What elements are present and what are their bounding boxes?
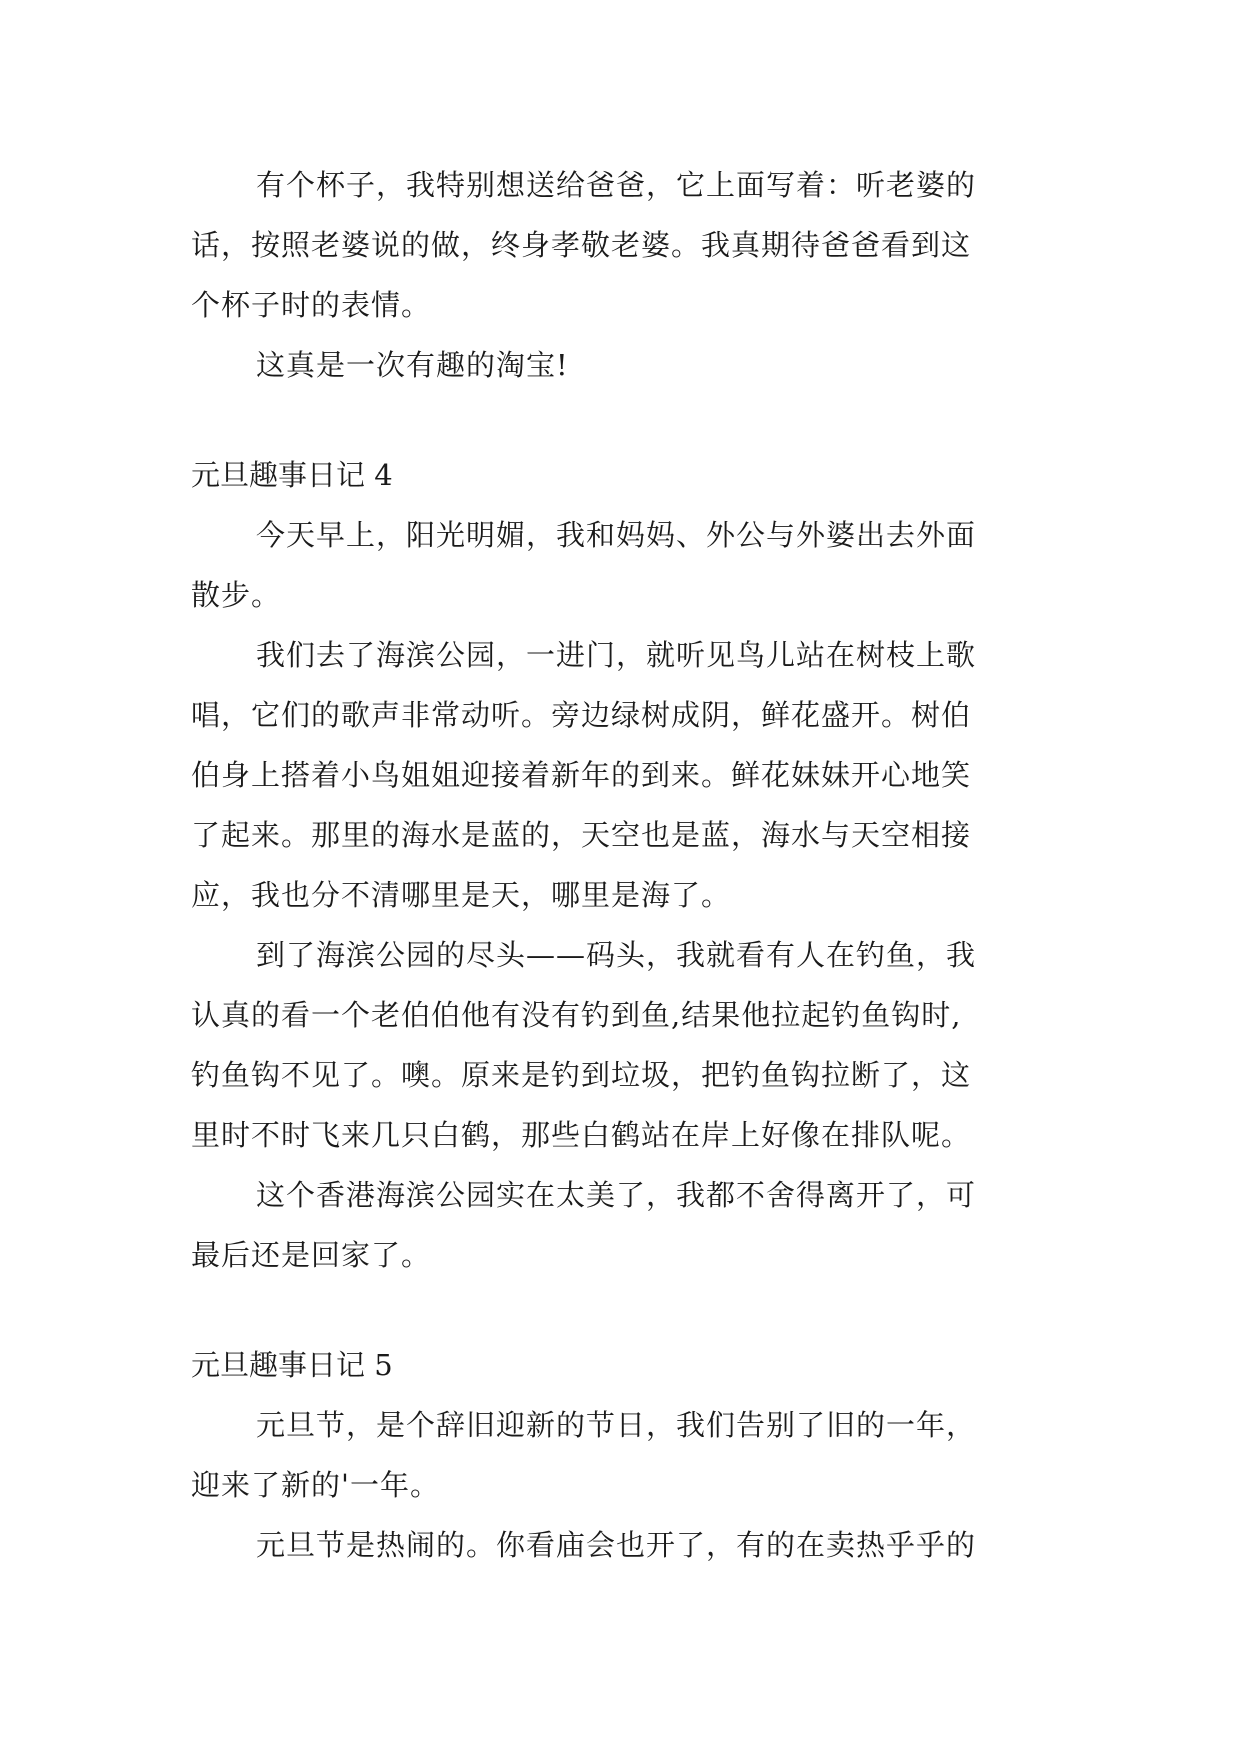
text-line: 认真的看一个老伯伯他有没有钓到鱼,结果他拉起钓鱼钩时,	[191, 998, 962, 1032]
text-line: 元旦节，是个辞旧迎新的节日，我们告别了旧的一年，	[256, 1408, 977, 1442]
text-line: 应，我也分不清哪里是天，哪里是海了。	[191, 878, 732, 912]
text-line: 元旦节是热闹的。你看庙会也开了，有的在卖热乎乎的	[256, 1528, 977, 1562]
text-line: 伯身上搭着小鸟姐姐迎接着新年的到来。鲜花妹妹开心地笑	[191, 758, 972, 792]
text-line: 钓鱼钩不见了。噢。原来是钓到垃圾，把钓鱼钩拉断了，这	[191, 1058, 972, 1092]
text-line: 唱，它们的歌声非常动听。旁边绿树成阴，鲜花盛开。树伯	[191, 698, 972, 732]
text-line: 散步。	[191, 578, 282, 612]
text-line: 我们去了海滨公园，一进门，就听见鸟儿站在树枝上歌	[256, 638, 977, 672]
text-line: 这真是一次有趣的淘宝!	[256, 348, 569, 382]
text-line: 迎来了新的'一年。	[191, 1468, 440, 1502]
text-line: 今天早上，阳光明媚，我和妈妈、外公与外婆出去外面	[256, 518, 977, 552]
section-heading: 元旦趣事日记 5	[191, 1348, 393, 1382]
text-line: 了起来。那里的海水是蓝的，天空也是蓝，海水与天空相接	[191, 818, 972, 852]
section-heading: 元旦趣事日记 4	[191, 458, 393, 492]
text-line: 这个香港海滨公园实在太美了，我都不舍得离开了，可	[256, 1178, 977, 1212]
text-line: 个杯子时的表情。	[191, 288, 432, 322]
text-line: 最后还是回家了。	[191, 1238, 432, 1272]
text-line: 有个杯子，我特别想送给爸爸，它上面写着：听老婆的	[256, 168, 977, 202]
text-line: 里时不时飞来几只白鹤，那些白鹤站在岸上好像在排队呢。	[191, 1118, 972, 1152]
text-line: 话，按照老婆说的做，终身孝敬老婆。我真期待爸爸看到这	[191, 228, 972, 262]
text-line: 到了海滨公园的尽头——码头，我就看有人在钓鱼，我	[256, 938, 977, 972]
